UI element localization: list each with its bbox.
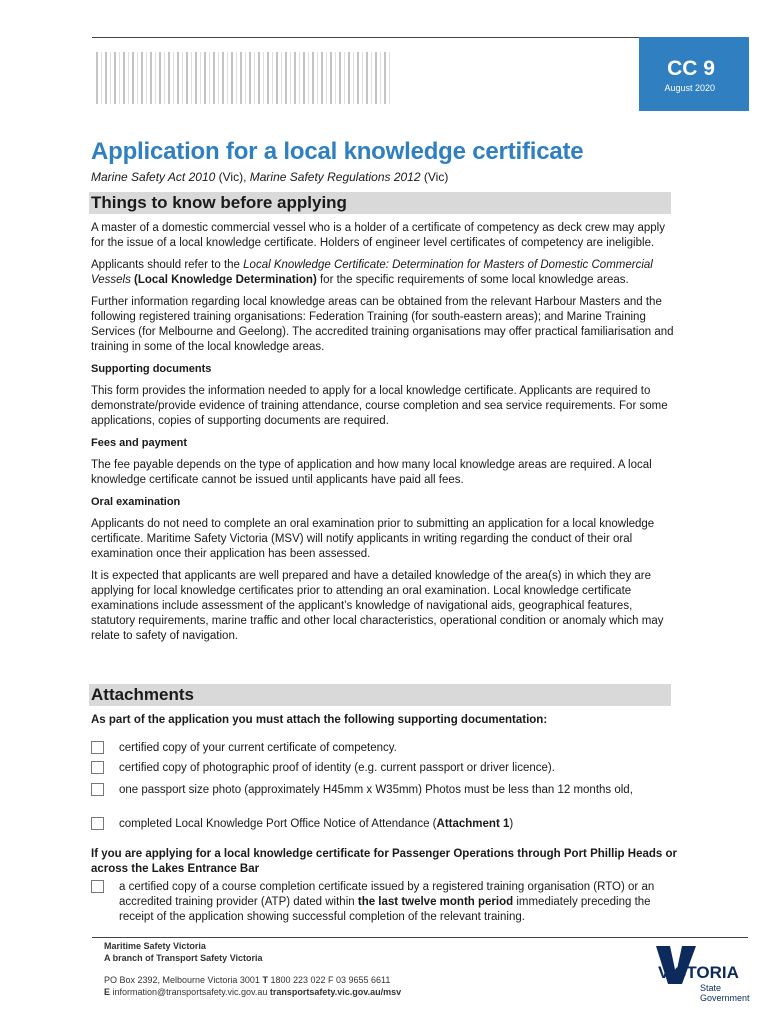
attachment-label-part: immediately preceding the receipt of the application showing successful completion of the relevant training.: [119, 896, 651, 923]
fees-heading: Fees and payment: [91, 437, 187, 449]
act-name: Marine Safety Act 2010: [91, 170, 216, 184]
footer-email-label: E: [104, 987, 111, 997]
footer-address: PO Box 2392, Melbourne Victoria 3001: [104, 975, 263, 985]
act-jurisdiction: (Vic),: [215, 170, 250, 184]
footer-email-link[interactable]: information@transportsafety.vic.gov.au: [110, 987, 270, 997]
footer-website-link[interactable]: transportsafety.vic.gov.au/msv: [269, 987, 402, 997]
training-info-paragraph: Further information regarding local knowledge areas can be obtained from the relevant Harbour Masters and the following registered training organisations: Federation Training (for south-eastern areas); and Marine Training Services (for Melbourne and Geelong). The accredited training organisations may offer practical familiarisation and training in some of the local knowledge areas.: [91, 296, 674, 353]
attachment-label-part: completed Local Knowledge Port Office Notice of Attendance (: [119, 818, 437, 830]
fees-text: The fee payable depends on the type of application and how many local knowledge areas are required. A local knowledge certificate cannot be issued until applicants have paid all fees.: [91, 459, 652, 486]
oral-exam-text-1: Applicants do not need to complete an oral examination prior to submitting an application for a local knowledge certificate. Maritime Safety Victoria (MSV) will notify applicants in writing regarding the conduct of their oral examination once their application has been assessed.: [91, 518, 655, 560]
attachment-checkbox-photo[interactable]: [91, 783, 104, 796]
page-title: Application for a local knowledge certificate: [91, 138, 584, 165]
attachment-label-part: a certified copy of a course completion certificate issued by a registered training organisation (RTO) or an accredited training provider (ATP) dated within: [119, 881, 655, 908]
footer-email-line: [104, 986, 401, 998]
regulations-name: Marine Safety Regulations 2012: [249, 170, 421, 184]
footer-contact: [104, 940, 401, 998]
form-code: CC 9: [667, 57, 715, 80]
attachment-checkbox-course-completion[interactable]: [91, 880, 104, 893]
attachment-label-part: ): [509, 818, 514, 830]
attachment-reference: Attachment 1: [436, 818, 510, 830]
determination-short-name: (Local Knowledge Determination): [130, 274, 317, 286]
determination-text-a: Applicants should refer to the: [91, 259, 244, 271]
legislation-subtitle: [91, 170, 448, 184]
determination-text-b: for the specific requirements of some local knowledge areas.: [316, 274, 629, 286]
supporting-documents-heading: Supporting documents: [91, 363, 212, 375]
supporting-documents-text: This form provides the information needed to apply for a local knowledge certificate. Applicants are required to demonstrate/provide evidence of training attendance, course completion and sea service requirements. For some applications, copies of supporting documents are required.: [91, 385, 668, 427]
footer-address-line: [104, 974, 401, 986]
footer-org: Maritime Safety Victoria: [104, 941, 206, 951]
regulations-jurisdiction: (Vic): [420, 170, 449, 184]
passenger-operations-heading: If you are applying for a local knowledge certificate for Passenger Operations through Port Phillip Heads or across the Lakes Entrance Bar: [91, 848, 677, 875]
section-heading-things-to-know: Things to know before applying: [89, 192, 671, 214]
footer-branch: A branch of Transport Safety Victoria: [104, 953, 263, 963]
determination-title: Local Knowledge Certificate: Determination for Masters of Domestic Commercial Vessels: [91, 259, 653, 286]
form-date: August 2020: [664, 83, 715, 93]
section-heading-attachments: Attachments: [89, 684, 671, 706]
footer-phone-label: T: [262, 975, 268, 985]
footer-phone: 1800 223 022 F 03 9655 6611: [267, 975, 391, 985]
things-to-know-body: [91, 221, 679, 651]
oral-exam-text-2: It is expected that applicants are well prepared and have a detailed knowledge of the area(s) in which they are applying for local knowledge certificates prior to attending an oral examination. Local knowledge certificate examinations include assessment of the applicant’s knowledge of navigational aids, geographical features, statutory requirements, marine traffic and other local characteristics, operational condition or anomaly which may relate to safety of navigation.: [91, 570, 664, 642]
attachments-intro: As part of the application you must attach the following supporting documentation:: [91, 714, 548, 726]
attachment-checkbox-identity[interactable]: [91, 761, 104, 774]
attachment-label: certified copy of photographic proof of identity (e.g. current passport or driver licence).: [119, 762, 555, 774]
form-code-badge: [639, 37, 749, 111]
attachment-checkbox-certificate[interactable]: [91, 741, 104, 754]
attachment-label: [119, 880, 667, 925]
footer-rule: [92, 937, 748, 938]
victoria-state-government-logo: [652, 944, 752, 1004]
header-logo-image: [96, 52, 392, 104]
header-rule: [92, 37, 639, 38]
attachment-label: one passport size photo (approximately H45mm x W35mm) Photos must be less than 12 months old,: [119, 784, 633, 796]
attachment-emphasis: the last twelve month period: [357, 896, 514, 908]
attachment-checkbox-notice-of-attendance[interactable]: [91, 817, 104, 830]
oral-exam-heading: Oral examination: [91, 496, 181, 508]
eligibility-paragraph: A master of a domestic commercial vessel who is a holder of a certificate of competency as deck crew may apply for the issue of a local knowledge certificate. Holders of engineer level certificates of competency are ineligible.: [91, 222, 665, 249]
logo-line-state: State: [700, 983, 722, 993]
logo-line-government: Government: [700, 993, 750, 1003]
determination-paragraph: [91, 258, 679, 288]
attachment-label: [119, 817, 667, 832]
attachment-label: certified copy of your current certificate of competency.: [119, 742, 397, 754]
logo-word: VICTORIA: [658, 963, 739, 982]
